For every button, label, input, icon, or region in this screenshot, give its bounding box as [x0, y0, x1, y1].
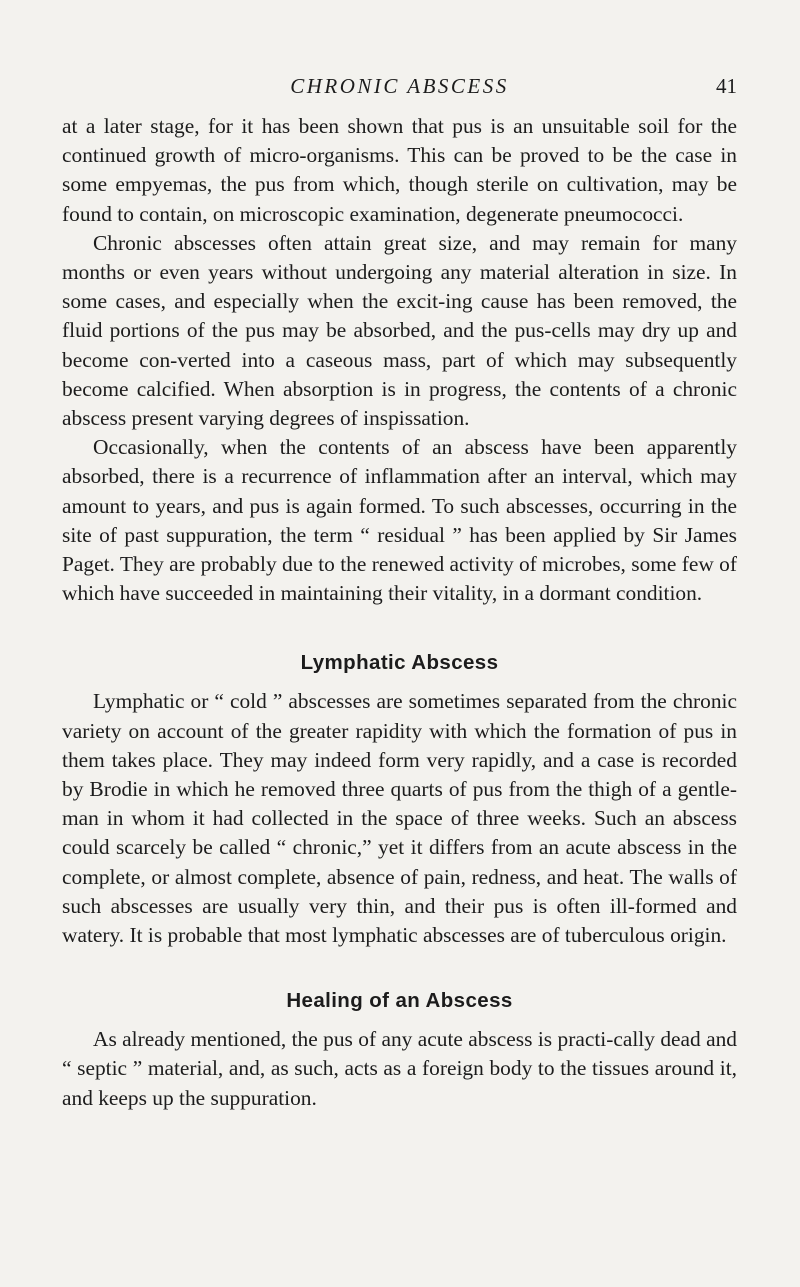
- paragraph-residual: Occasionally, when the contents of an abscess have been apparently absorbed, there is a recurrence of inflammation after an interval, which may amount to years, and pus is again formed. To such abscesses, occurring in the site of past suppuration, the term “ residual ” has been applied by Sir James Paget. They are probably due to the renewed activity of microbes, some few of which have succeeded in maintaining their vitality, in a dormant condition.: [62, 435, 737, 606]
- heading-healing-abscess: Healing of an Abscess: [286, 989, 513, 1013]
- paragraph-lymphatic: Lymphatic or “ cold ” abscesses are sometimes separated from the chronic variety on account of the greater rapidity with which the formation of pus in them takes place. They may indeed form very rapidly, and a case is recorded by Brodie in which he removed three quarts of pus from the thigh of a gentle-man in whom it had collected in the space of three weeks. Such an abscess could scarcely be called “ chronic,” yet it differs from an acute abscess in the complete, or almost complete, absence of pain, redness, and heat. The walls of such abscesses are usually very thin, and their pus is often ill-formed and watery. It is probable that most lymphatic abscesses are of tuberculous origin.: [62, 689, 737, 948]
- page-number: 41: [716, 74, 737, 98]
- paragraph-continuation: at a later stage, for it has been shown that pus is an unsuitable soil for the continued growth of micro-organisms. This can be proved to be the case in some empyemas, the pus from which, though sterile on cultivation, may be found to contain, on microscopic examination, degenerate pneumococci.: [62, 114, 737, 226]
- running-title: CHRONIC ABSCESS: [290, 74, 509, 98]
- paragraph-chronic-size: Chronic abscesses often attain great size, and may remain for many months or even years without undergoing any material alteration in size. In some cases, and especially when the excit-ing cause has been removed, the fluid portions of the pus may be absorbed, and the pus-cells may dry up and become con-verted into a caseous mass, part of which may subsequently become calcified. When absorption is in progress, the contents of a chronic abscess present varying degrees of inspissation.: [62, 230, 737, 431]
- running-head: [62, 74, 737, 106]
- body-text: [62, 112, 737, 1113]
- paragraph-healing: As already mentioned, the pus of any acute abscess is practi-cally dead and “ septic ” material, and, as such, acts as a foreign body to the tissues around it, and keeps up the suppuration.: [62, 1027, 737, 1110]
- heading-lymphatic-abscess: Lymphatic Abscess: [300, 651, 499, 675]
